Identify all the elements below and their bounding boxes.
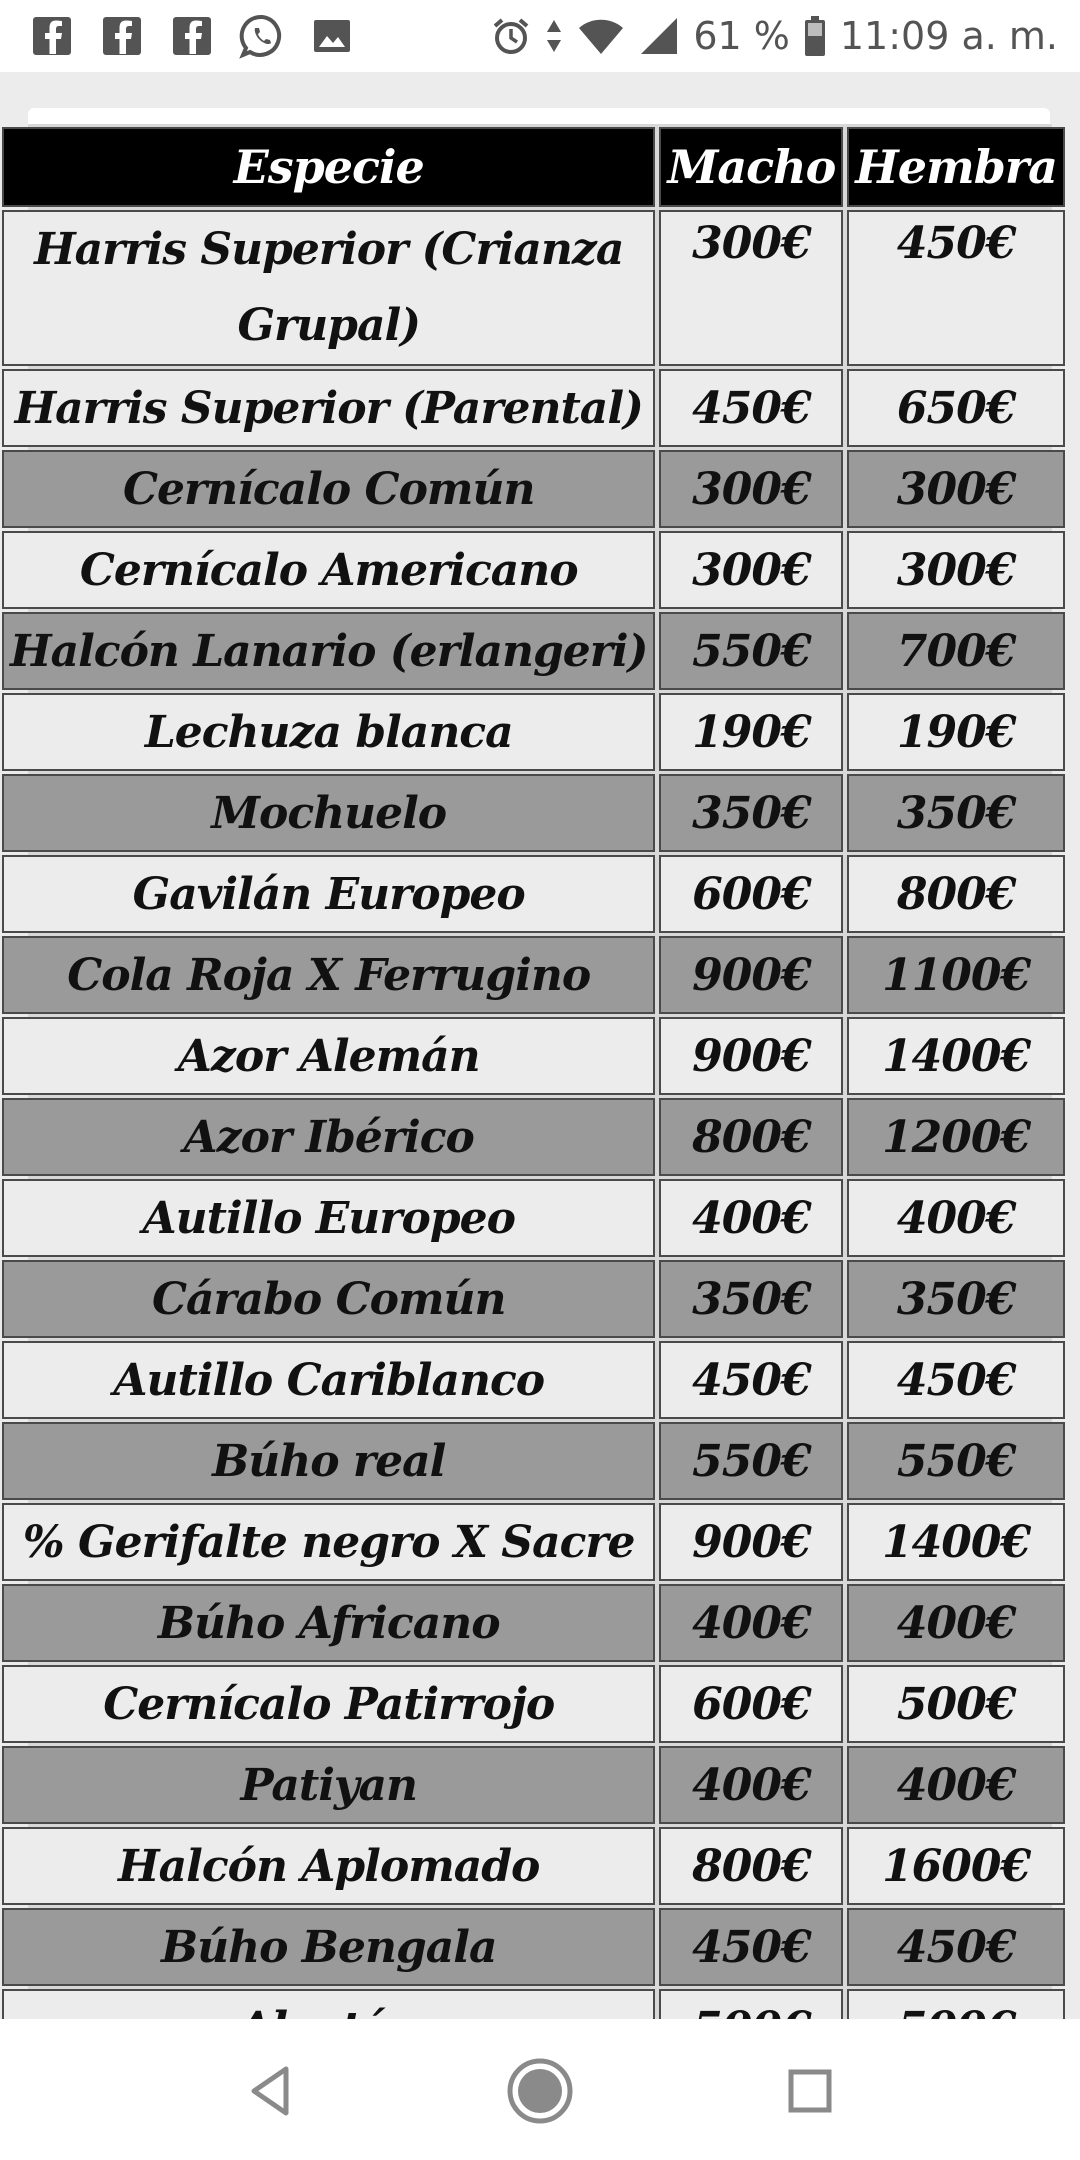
female-price-cell: 1400€ xyxy=(847,1503,1065,1581)
species-cell: Halcón Lanario (erlangeri) xyxy=(2,612,655,690)
species-cell: Cernícalo Común xyxy=(2,450,655,528)
male-price-cell: 900€ xyxy=(659,936,843,1014)
wifi-icon xyxy=(577,16,625,56)
whatsapp-icon xyxy=(240,14,284,58)
table-row xyxy=(2,1179,1065,1257)
status-bar xyxy=(0,0,1080,72)
female-price-cell: 300€ xyxy=(847,531,1065,609)
species-cell: Cárabo Común xyxy=(2,1260,655,1338)
gallery-icon xyxy=(310,14,354,58)
navigation-bar xyxy=(0,2019,1080,2160)
table-row xyxy=(2,1827,1065,1905)
male-price-cell: 900€ xyxy=(659,1503,843,1581)
column-header-female: Hembra xyxy=(847,127,1065,207)
male-price-cell: 550€ xyxy=(659,612,843,690)
male-price-cell: 600€ xyxy=(659,855,843,933)
table-row xyxy=(2,693,1065,771)
species-cell: Harris Superior (Parental) xyxy=(2,369,655,447)
species-cell: Patiyan xyxy=(2,1746,655,1824)
table-row xyxy=(2,1584,1065,1662)
species-cell: Harris Superior (Crianza Grupal) xyxy=(2,210,655,366)
system-status xyxy=(491,12,1058,60)
female-price-cell: 1600€ xyxy=(847,1827,1065,1905)
price-table xyxy=(0,124,1069,2070)
table-row xyxy=(2,1098,1065,1176)
male-price-cell: 800€ xyxy=(659,1098,843,1176)
table-row xyxy=(2,1665,1065,1743)
male-price-cell: 600€ xyxy=(659,1665,843,1743)
species-cell: Cola Roja X Ferrugino xyxy=(2,936,655,1014)
table-row xyxy=(2,531,1065,609)
table-row xyxy=(2,936,1065,1014)
male-price-cell: 400€ xyxy=(659,1584,843,1662)
table-row xyxy=(2,450,1065,528)
male-price-cell: 450€ xyxy=(659,369,843,447)
species-cell: Azor Ibérico xyxy=(2,1098,655,1176)
recents-icon[interactable] xyxy=(780,2061,840,2121)
female-price-cell: 400€ xyxy=(847,1746,1065,1824)
facebook-icon xyxy=(30,14,74,58)
male-price-cell: 800€ xyxy=(659,1827,843,1905)
table-row xyxy=(2,369,1065,447)
species-cell: Lechuza blanca xyxy=(2,693,655,771)
female-price-cell: 1200€ xyxy=(847,1098,1065,1176)
species-cell: Búho Africano xyxy=(2,1584,655,1662)
column-header-species: Especie xyxy=(2,127,655,207)
alarm-icon xyxy=(491,16,531,56)
female-price-cell: 1100€ xyxy=(847,936,1065,1014)
battery-percent: 61 % xyxy=(693,14,790,58)
table-row xyxy=(2,1260,1065,1338)
species-cell: Autillo Cariblanco xyxy=(2,1341,655,1419)
species-cell: Halcón Aplomado xyxy=(2,1827,655,1905)
species-cell: Cernícalo Americano xyxy=(2,531,655,609)
female-price-cell: 650€ xyxy=(847,369,1065,447)
female-price-cell: 1400€ xyxy=(847,1017,1065,1095)
back-icon[interactable] xyxy=(240,2061,300,2121)
male-price-cell: 450€ xyxy=(659,1341,843,1419)
species-cell: Búho Bengala xyxy=(2,1908,655,1986)
notification-icons xyxy=(30,14,354,58)
home-icon[interactable] xyxy=(506,2057,574,2125)
male-price-cell: 350€ xyxy=(659,774,843,852)
table-row xyxy=(2,855,1065,933)
table-row xyxy=(2,612,1065,690)
species-cell: Azor Alemán xyxy=(2,1017,655,1095)
table-row xyxy=(2,1746,1065,1824)
table-body xyxy=(2,210,1065,2067)
male-price-cell: 550€ xyxy=(659,1422,843,1500)
female-price-cell: 700€ xyxy=(847,612,1065,690)
female-price-cell: 550€ xyxy=(847,1422,1065,1500)
table-row xyxy=(2,1017,1065,1095)
table-row xyxy=(2,1908,1065,1986)
species-cell: Cernícalo Patirrojo xyxy=(2,1665,655,1743)
species-cell: Autillo Europeo xyxy=(2,1179,655,1257)
male-price-cell: 900€ xyxy=(659,1017,843,1095)
data-arrows-icon xyxy=(545,16,563,56)
table-row xyxy=(2,1341,1065,1419)
male-price-cell: 450€ xyxy=(659,1908,843,1986)
species-cell: Mochuelo xyxy=(2,774,655,852)
female-price-cell: 350€ xyxy=(847,774,1065,852)
table-row xyxy=(2,1503,1065,1581)
battery-icon xyxy=(804,15,826,57)
clock: 11:09 a. m. xyxy=(839,14,1058,58)
species-cell: Gavilán Europeo xyxy=(2,855,655,933)
facebook-icon xyxy=(170,14,214,58)
female-price-cell: 450€ xyxy=(847,1341,1065,1419)
female-price-cell: 500€ xyxy=(847,1665,1065,1743)
female-price-cell: 190€ xyxy=(847,693,1065,771)
male-price-cell: 400€ xyxy=(659,1746,843,1824)
female-price-cell: 350€ xyxy=(847,1260,1065,1338)
facebook-icon xyxy=(100,14,144,58)
male-price-cell: 300€ xyxy=(659,531,843,609)
female-price-cell: 450€ xyxy=(847,1908,1065,1986)
signal-icon xyxy=(639,16,679,56)
table-row xyxy=(2,1422,1065,1500)
female-price-cell: 300€ xyxy=(847,450,1065,528)
species-cell: % Gerifalte negro X Sacre xyxy=(2,1503,655,1581)
male-price-cell: 350€ xyxy=(659,1260,843,1338)
female-price-cell: 800€ xyxy=(847,855,1065,933)
species-cell: Búho real xyxy=(2,1422,655,1500)
female-price-cell: 400€ xyxy=(847,1179,1065,1257)
female-price-cell: 450€ xyxy=(847,210,1065,366)
table-row xyxy=(2,210,1065,366)
male-price-cell: 300€ xyxy=(659,450,843,528)
male-price-cell: 190€ xyxy=(659,693,843,771)
male-price-cell: 300€ xyxy=(659,210,843,366)
table-header-row xyxy=(2,127,1065,207)
male-price-cell: 400€ xyxy=(659,1179,843,1257)
female-price-cell: 400€ xyxy=(847,1584,1065,1662)
price-table-container[interactable] xyxy=(10,124,1057,2019)
column-header-male: Macho xyxy=(659,127,843,207)
table-row xyxy=(2,774,1065,852)
